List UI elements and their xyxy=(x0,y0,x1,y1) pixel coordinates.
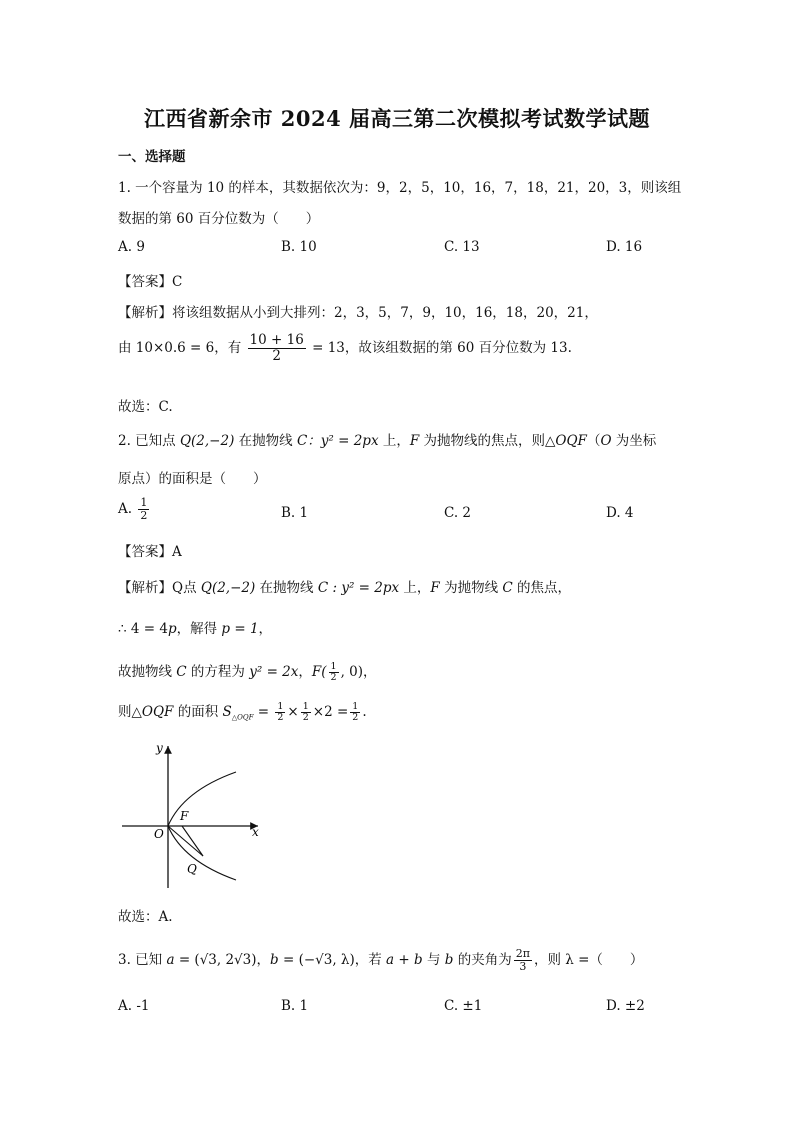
q2-sol3-eq: y² = 2x xyxy=(249,664,299,680)
q2-option-a-num: 1 xyxy=(140,496,148,509)
q3-angle-num: 2π xyxy=(515,947,530,960)
q2-text-b: 在抛物线 xyxy=(234,433,297,449)
q3-angle-fraction xyxy=(514,948,532,973)
q1-option-c: C. 13 xyxy=(444,239,480,255)
q2-option-a xyxy=(118,497,151,522)
q2-sol2-c: ， xyxy=(258,621,273,637)
q2-sol4-e: . xyxy=(362,704,367,720)
q2-point: Q(2,−2) xyxy=(179,433,235,449)
q2-sol3-a: 故抛物线 xyxy=(118,664,177,680)
q2-sol4-area-symbol: S xyxy=(222,704,232,720)
page-title: 江西省新余市 2024 届高三第二次模拟考试数学试题 xyxy=(143,106,651,131)
q2-solution-line2 xyxy=(118,617,272,637)
q3-text-c: = (−√3, λ)，若 xyxy=(278,952,387,969)
q1-calc-b: = 13，故该组数据的第 60 百分位数为 13. xyxy=(312,339,572,356)
q2-sol2-p: p xyxy=(167,621,177,637)
q2-sol3-focus: F( xyxy=(311,664,327,680)
q2-answer: 【答案】A xyxy=(118,544,182,560)
q2-sol4-frac3 xyxy=(350,702,360,724)
q2-sol2-a: ∴ 4 = 4 xyxy=(118,621,168,637)
q2-sol1-b: 点 xyxy=(183,580,201,596)
q2-text-d: 为抛物线的焦点，则△ xyxy=(419,433,556,449)
q2-sol3-d: , 0)， xyxy=(340,664,377,680)
q2-sol4-frac1-num: 1 xyxy=(277,700,284,712)
q2-stem-line2: 原点）的面积是（ ） xyxy=(118,471,267,487)
q3-text-e: 的夹角为 xyxy=(453,952,512,969)
q1-stem-line2: 数据的第 60 百分位数为（ ） xyxy=(118,211,320,227)
q2-origin: O xyxy=(600,433,612,449)
q2-sol4-frac1 xyxy=(275,702,285,724)
q2-sol4-d: ×2 = xyxy=(312,704,349,720)
q2-sol4-frac3-den: 2 xyxy=(352,712,359,723)
q2-option-a-label: A. xyxy=(118,501,133,518)
q2-sol1-curve: C : y² = 2px xyxy=(317,580,400,596)
x-axis-label: x xyxy=(252,825,259,839)
q3-text-d: 与 xyxy=(422,952,445,969)
q3-option-b: B. 1 xyxy=(281,998,309,1014)
q2-sol2-b: ，解得 xyxy=(176,621,222,637)
q3-stem xyxy=(118,948,643,973)
q2-sol4-triangle: OQF xyxy=(141,704,174,720)
q2-sol3-frac-num: 1 xyxy=(330,660,337,672)
q2-sol1-curve-name: C xyxy=(502,580,513,596)
q3-vector-a2: a xyxy=(386,952,395,969)
q1-frac-den: 2 xyxy=(272,347,281,364)
q3-text-a: 3. 已知 xyxy=(118,952,167,969)
q2-sol4-frac2-num: 1 xyxy=(302,700,309,712)
q3-text-f: ，则 λ =（ ） xyxy=(533,952,644,969)
q2-sol2-eq: p = 1 xyxy=(221,621,259,637)
q2-text-f: 为坐标 xyxy=(611,433,657,449)
q2-focus: F xyxy=(409,433,420,449)
q1-option-b: B. 10 xyxy=(281,239,317,255)
q2-sol1-c: 在抛物线 xyxy=(255,580,318,596)
q2-solution-line4 xyxy=(118,700,367,723)
q3-option-a: A. -1 xyxy=(118,998,150,1014)
q3-plus: + xyxy=(394,952,415,969)
origin-label: O xyxy=(154,827,164,841)
q2-text-e: （ xyxy=(586,433,601,449)
q2-option-b: B. 1 xyxy=(281,505,309,521)
q2-triangle: OQF xyxy=(555,433,587,449)
q2-sol1-because: Q xyxy=(172,580,184,596)
q1-option-d: D. 16 xyxy=(606,239,643,255)
q2-solution-line3 xyxy=(118,660,377,683)
q2-option-a-den: 2 xyxy=(140,509,148,523)
q3-vector-a: a xyxy=(166,952,175,969)
q3-option-d: D. ±2 xyxy=(606,998,645,1014)
q2-sol1-a: 【解析】 xyxy=(118,580,172,596)
q1-answer: 【答案】C xyxy=(118,274,183,290)
q2-sol4-a: 则△ xyxy=(118,704,142,720)
q2-sol1-point: Q(2,−2) xyxy=(200,580,256,596)
focus-label: F xyxy=(180,809,189,823)
q2-text-c: 上， xyxy=(378,433,410,449)
q3-vector-b2: b xyxy=(414,952,423,969)
q2-choose: 故选：A. xyxy=(118,909,173,925)
q2-text-a: 2. 已知点 xyxy=(118,433,180,449)
q2-option-c: C. 2 xyxy=(444,505,472,521)
q1-stem-line1: 1. 一个容量为 10 的样本，其数据依次为：9，2，5，10，16，7，18，21，20，3，则该组 xyxy=(118,180,682,196)
q2-solution-line1 xyxy=(118,576,571,596)
q1-option-a: A. 9 xyxy=(118,239,145,255)
q2-sol1-e: 为抛物线 xyxy=(439,580,503,596)
q1-calc-a: 由 10×0.6 = 6，有 xyxy=(118,339,242,356)
q1-frac-num: 10 + 16 xyxy=(249,332,304,348)
q1-analysis-head: 【解析】将该组数据从小到大排列：2，3，5，7，9，10，16，18，20，21， xyxy=(118,305,598,321)
q2-sol4-frac2-den: 2 xyxy=(302,712,309,723)
q2-sol1-f: 的焦点， xyxy=(512,580,572,596)
y-axis-label: y xyxy=(156,741,163,755)
q2-sol4-frac1-den: 2 xyxy=(277,712,284,723)
point-q-label: Q xyxy=(187,862,197,876)
section-heading: 一、选择题 xyxy=(118,149,186,165)
q2-sol1-d: 上， xyxy=(399,580,431,596)
q3-option-c: C. ±1 xyxy=(444,998,483,1014)
q2-sol3-curve-name: C xyxy=(176,664,187,680)
q1-choose: 故选：C. xyxy=(118,399,173,415)
q2-sol4-frac3-num: 1 xyxy=(352,700,359,712)
q2-option-d: D. 4 xyxy=(606,505,634,521)
q2-sol3-fraction xyxy=(329,662,339,684)
q2-sol3-frac-den: 2 xyxy=(330,672,337,683)
q2-sol4-frac2 xyxy=(301,702,311,724)
q2-sol4-times: × xyxy=(287,704,299,720)
q2-sol4-area-subscript: △OQF xyxy=(231,713,254,722)
q3-vector-b: b xyxy=(270,952,279,969)
q2-option-a-fraction xyxy=(138,497,149,522)
q2-sol4-b: 的面积 xyxy=(173,704,223,720)
q2-sol1-focus: F xyxy=(430,580,440,596)
q3-vector-b3: b xyxy=(444,952,454,969)
q2-sol3-c: ， xyxy=(298,664,312,680)
q2-sol4-c: = xyxy=(253,704,274,720)
q2-stem-line1 xyxy=(118,429,656,449)
q1-fraction xyxy=(248,333,306,364)
q2-sol3-b: 的方程为 xyxy=(186,664,250,680)
q3-text-b: = (√3, 2√3)， xyxy=(174,952,271,969)
q3-angle-den: 3 xyxy=(519,960,527,974)
q2-curve: C：y² = 2px xyxy=(296,433,379,449)
parabola-figure xyxy=(118,740,268,895)
q1-analysis-calc xyxy=(118,333,572,364)
